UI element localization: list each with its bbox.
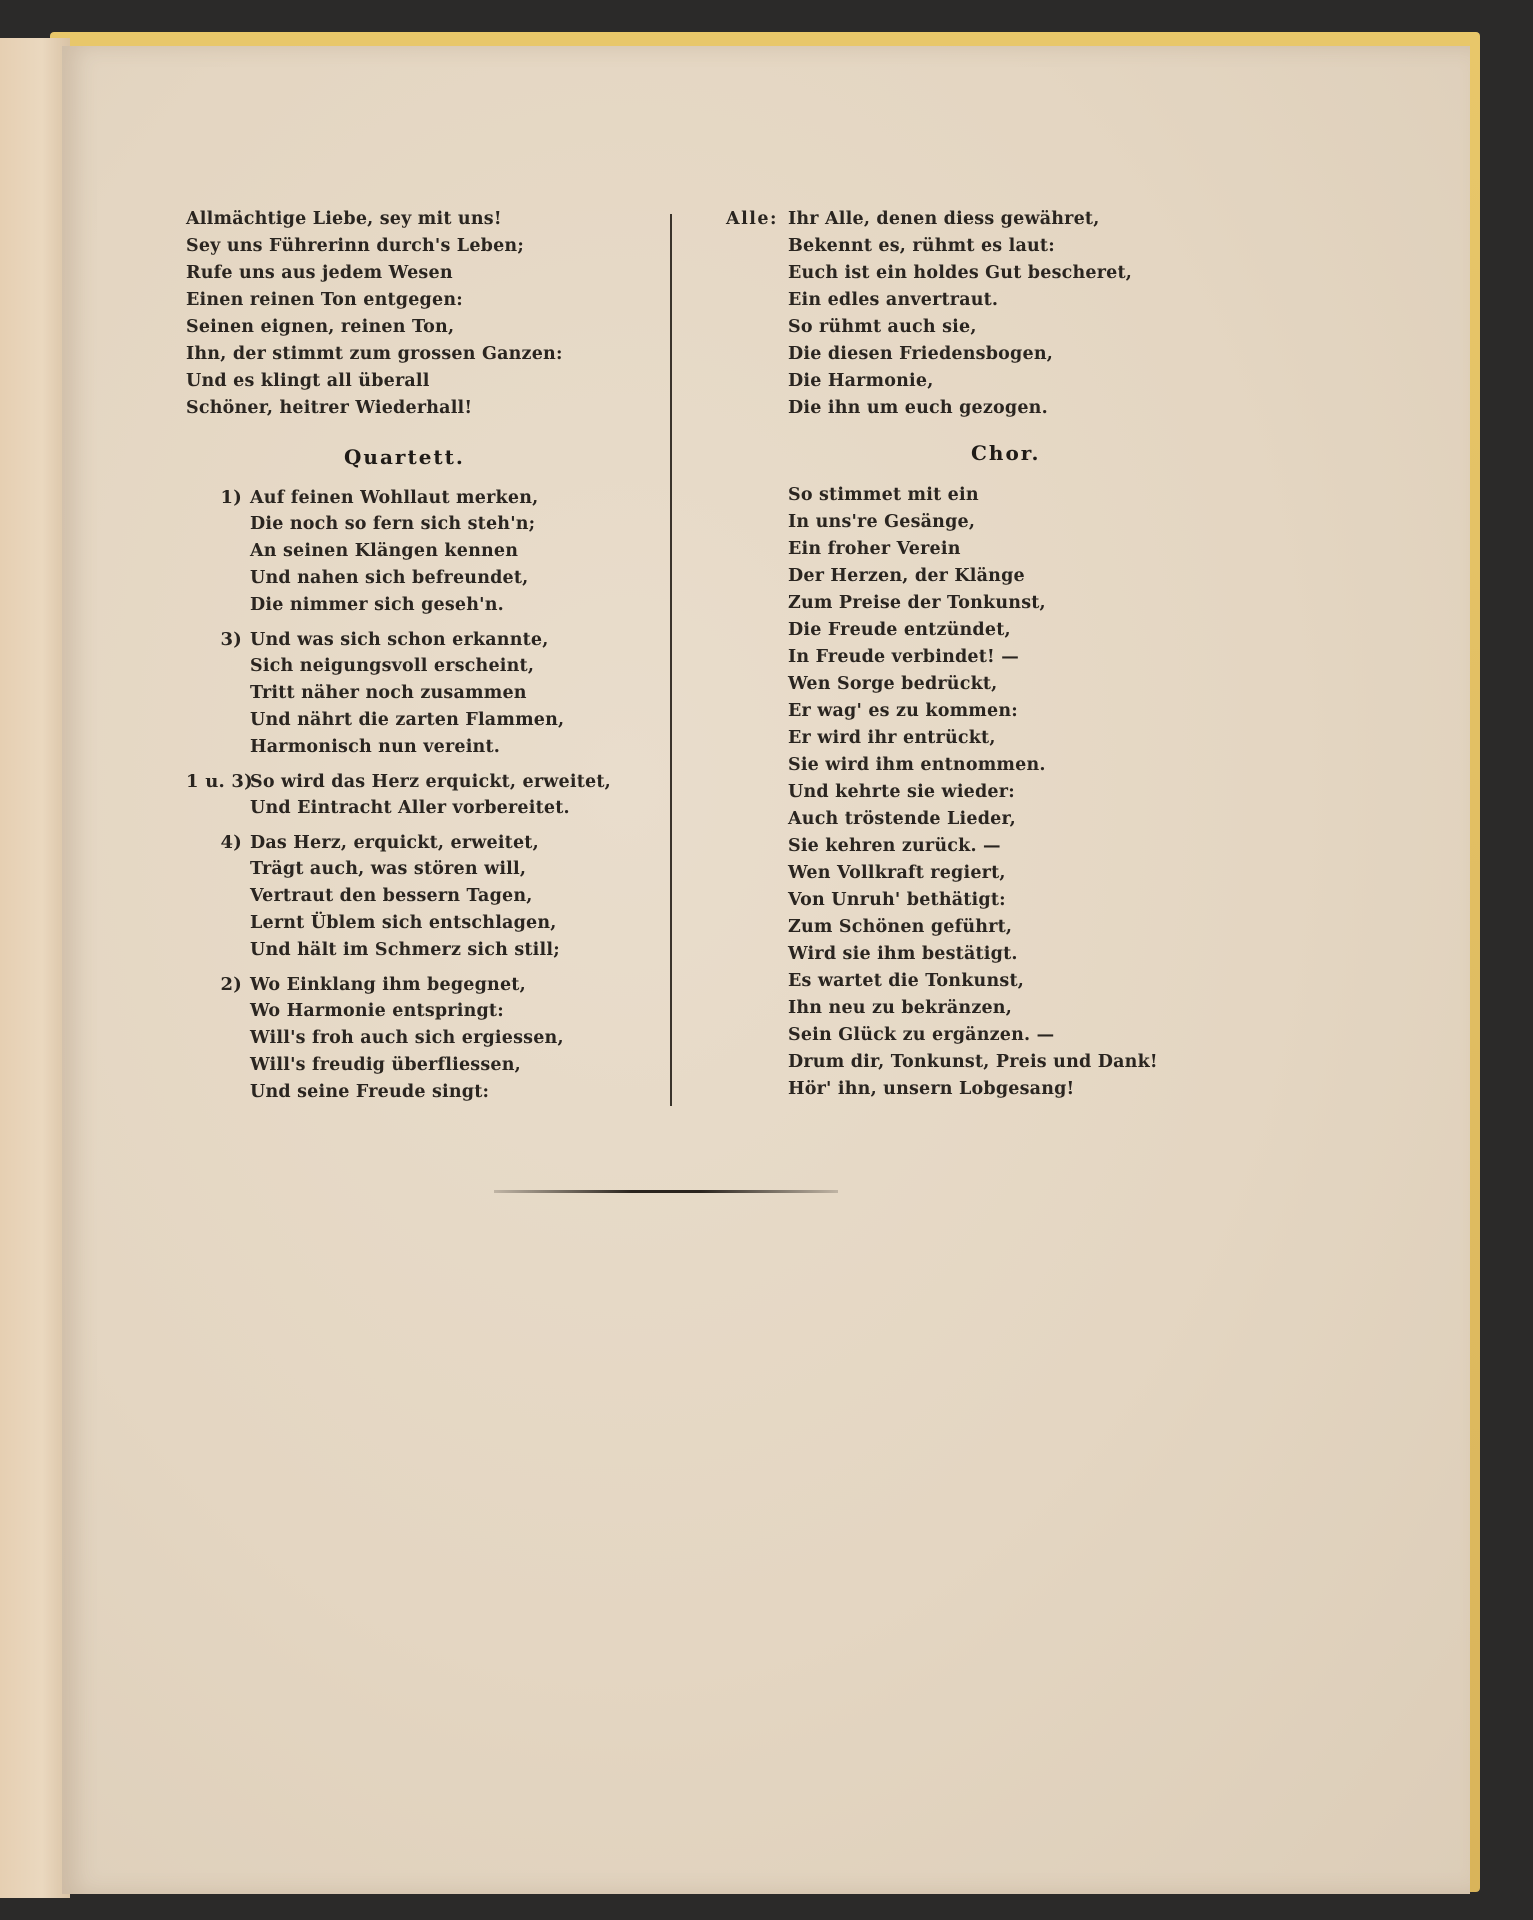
- verse-line: Allmächtige Liebe, sey mit uns!: [186, 209, 502, 229]
- chor-heading: Chor.: [971, 441, 1041, 465]
- quartett-heading: Quartett.: [344, 445, 465, 469]
- verse-line: Und Eintracht Aller vorbereitet.: [250, 798, 570, 818]
- verse-line: Will's freudig überfliessen,: [250, 1055, 521, 1075]
- verse-line: Wen Vollkraft regiert,: [788, 863, 1006, 883]
- verse-line: Auch tröstende Lieder,: [788, 809, 1016, 829]
- verse-line: Tritt näher noch zusammen: [250, 683, 527, 703]
- verse-line: Von Unruh' bethätigt:: [788, 890, 1006, 910]
- verse-line: Wen Sorge bedrückt,: [788, 674, 998, 694]
- verse-line: Und es klingt all überall: [186, 371, 430, 391]
- verse-line: Harmonisch nun vereint.: [250, 737, 501, 757]
- verse-line: Sie kehren zurück. —: [788, 836, 1001, 856]
- verse-line: Auf feinen Wohllaut merken,: [250, 488, 539, 508]
- verse-line: Und was sich schon erkannte,: [250, 630, 549, 650]
- stanza-number: 3): [220, 629, 242, 650]
- verse-line: So rühmt auch sie,: [788, 317, 977, 337]
- verse-line: So stimmet mit ein: [788, 485, 979, 505]
- verse-line: Zum Schönen geführt,: [788, 917, 1013, 937]
- verse-line: Ihn neu zu bekränzen,: [788, 998, 1013, 1018]
- verse-line: Und seine Freude singt:: [250, 1082, 490, 1102]
- verse-line: In Freude verbindet! —: [788, 647, 1019, 667]
- verse-line: Und kehrte sie wieder:: [788, 782, 1015, 802]
- verse-line: Trägt auch, was stören will,: [250, 859, 527, 879]
- stanza-3: [186, 626, 611, 761]
- stanza-number: 2): [220, 974, 242, 995]
- verse-line: Und nährt die zarten Flammen,: [250, 710, 565, 730]
- verse-line: Das Herz, erquickt, erweitet,: [250, 833, 539, 853]
- verse-line: Und nahen sich befreundet,: [250, 568, 529, 588]
- verse-line: Er wag' es zu kommen:: [788, 701, 1018, 721]
- verse-line: Vertraut den bessern Tagen,: [250, 886, 533, 906]
- verse-line: Einen reinen Ton entgegen:: [186, 290, 463, 310]
- verse-line: Schöner, heitrer Wiederhall!: [186, 398, 473, 418]
- verse-line: Wo Einklang ihm begegnet,: [250, 975, 526, 995]
- verse-line: Wird sie ihm bestätigt.: [788, 944, 1018, 964]
- stanza-1-and-3: [186, 768, 611, 822]
- stanza-number: 1 u. 3): [186, 771, 253, 792]
- verse-line: Die diesen Friedensbogen,: [788, 344, 1054, 364]
- verse-line: Lernt Üblem sich entschlagen,: [250, 913, 557, 933]
- verse-line: Die Freude entzündet,: [788, 620, 1011, 640]
- verse-line: Und hält im Schmerz sich still;: [250, 940, 560, 960]
- left-column: [186, 206, 611, 1113]
- verse-line: Die ihn um euch gezogen.: [788, 398, 1048, 418]
- verse-line: Ihr Alle, denen diess gewähret,: [788, 209, 1100, 229]
- verse-line: Ein edles anvertraut.: [788, 290, 999, 310]
- verse-line: Bekennt es, rühmt es laut:: [788, 236, 1055, 256]
- verse-line: Sie wird ihm entnommen.: [788, 755, 1046, 775]
- stanza-number: 4): [220, 832, 242, 853]
- verse-line: Sich neigungsvoll erscheint,: [250, 656, 535, 676]
- verse-line: Seinen eignen, reinen Ton,: [186, 317, 455, 337]
- verse-line: Ein froher Verein: [788, 539, 961, 559]
- verse-line: Sey uns Führerinn durch's Leben;: [186, 236, 525, 256]
- verse-line: In uns're Gesänge,: [788, 512, 976, 532]
- verse-line: Hör' ihn, unsern Lobgesang!: [788, 1079, 1075, 1099]
- facing-page-edge: [0, 38, 70, 1898]
- verse-line: An seinen Klängen kennen: [250, 541, 519, 561]
- verse-line: Wo Harmonie entspringt:: [250, 1001, 504, 1021]
- column-divider: [670, 214, 672, 1106]
- verse-line: Der Herzen, der Klänge: [788, 566, 1025, 586]
- stanza-number: 1): [220, 487, 242, 508]
- right-column: [726, 206, 1158, 1103]
- verse-line: Ihn, der stimmt zum grossen Ganzen:: [186, 344, 563, 364]
- stanza-1: [186, 484, 611, 619]
- verse-line: So wird das Herz erquickt, erweitet,: [250, 772, 611, 792]
- verse-line: Sein Glück zu ergänzen. —: [788, 1025, 1055, 1045]
- intro-verse: [186, 206, 611, 422]
- verse-line: Drum dir, Tonkunst, Preis und Dank!: [788, 1052, 1158, 1072]
- alle-label: Alle:: [726, 209, 778, 229]
- verse-line: Zum Preise der Tonkunst,: [788, 593, 1046, 613]
- verse-line: Die nimmer sich geseh'n.: [250, 595, 504, 615]
- verse-line: Rufe uns aus jedem Wesen: [186, 263, 453, 283]
- verse-line: Es wartet die Tonkunst,: [788, 971, 1025, 991]
- stanza-2: [186, 971, 611, 1106]
- end-ornament-rule: [494, 1190, 838, 1193]
- chor-verse: [726, 482, 1158, 1103]
- verse-line: Will's froh auch sich ergiessen,: [250, 1028, 564, 1048]
- verse-line: Euch ist ein holdes Gut bescheret,: [788, 263, 1133, 283]
- verse-line: Die noch so fern sich steh'n;: [250, 514, 536, 534]
- verse-line: Er wird ihr entrückt,: [788, 728, 996, 748]
- verse-line: Die Harmonie,: [788, 371, 934, 391]
- printed-page: [62, 46, 1470, 1894]
- stanza-4: [186, 829, 611, 964]
